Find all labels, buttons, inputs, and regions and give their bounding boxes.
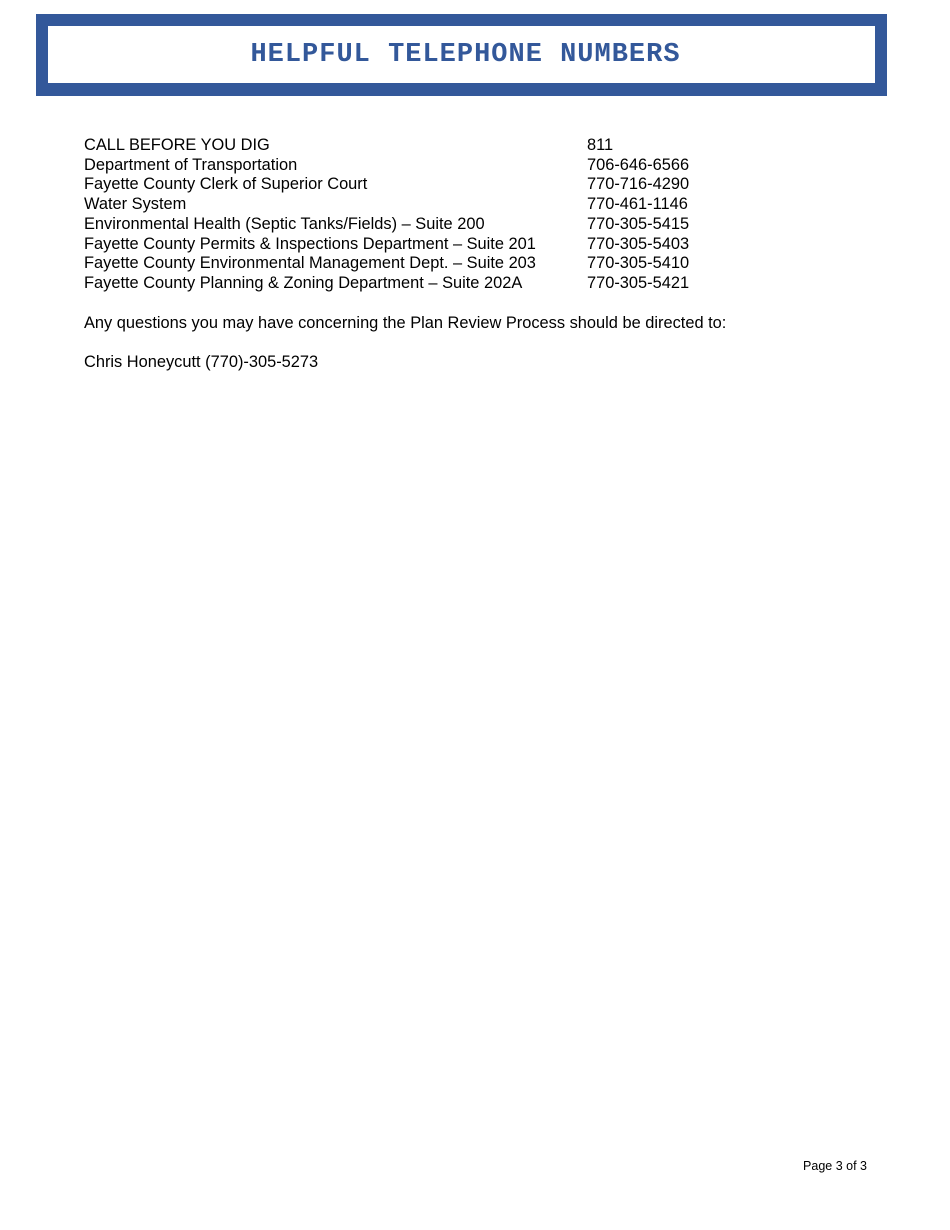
contact-name: Fayette County Planning & Zoning Department – Suite 202A xyxy=(84,273,523,292)
contact-phone: 770-305-5410 xyxy=(587,254,690,273)
table-row xyxy=(84,175,689,195)
page-title: HELPFUL TELEPHONE NUMBERS xyxy=(250,39,681,70)
contact-name: Department of Transportation xyxy=(84,155,298,174)
contact-phone: 770-305-5421 xyxy=(587,273,690,292)
table-row xyxy=(84,235,689,255)
plan-review-question: Any questions you may have concerning the Plan Review Process should be directed to: xyxy=(84,314,727,332)
table-row xyxy=(84,215,689,235)
contact-name: Environmental Health (Septic Tanks/Fields) – Suite 200 xyxy=(84,214,485,233)
title-box xyxy=(48,26,875,83)
table-row xyxy=(84,254,689,274)
table-row xyxy=(84,274,689,294)
table-row xyxy=(84,136,689,156)
page-number: Page 3 of 3 xyxy=(803,1159,867,1173)
contact-phone: 770-716-4290 xyxy=(587,175,690,194)
contact-phone: 770-461-1146 xyxy=(587,195,688,214)
contact-phone: 770-305-5403 xyxy=(587,234,690,253)
phone-number-table xyxy=(84,136,689,294)
contact-phone: 770-305-5415 xyxy=(587,214,690,233)
contact-phone: 811 xyxy=(587,136,614,154)
title-banner xyxy=(36,14,887,96)
contact-name: CALL BEFORE YOU DIG xyxy=(84,136,270,154)
contact-name: Fayette County Permits & Inspections Department – Suite 201 xyxy=(84,234,536,253)
contact-name: Fayette County Environmental Management Dept. – Suite 203 xyxy=(84,254,536,273)
table-row xyxy=(84,195,689,215)
contact-phone: 706-646-6566 xyxy=(587,155,690,174)
table-row xyxy=(84,156,689,176)
contact-name: Water System xyxy=(84,195,187,214)
contact-name: Fayette County Clerk of Superior Court xyxy=(84,175,368,194)
plan-review-contact: Chris Honeycutt (770)-305-5273 xyxy=(84,353,319,371)
